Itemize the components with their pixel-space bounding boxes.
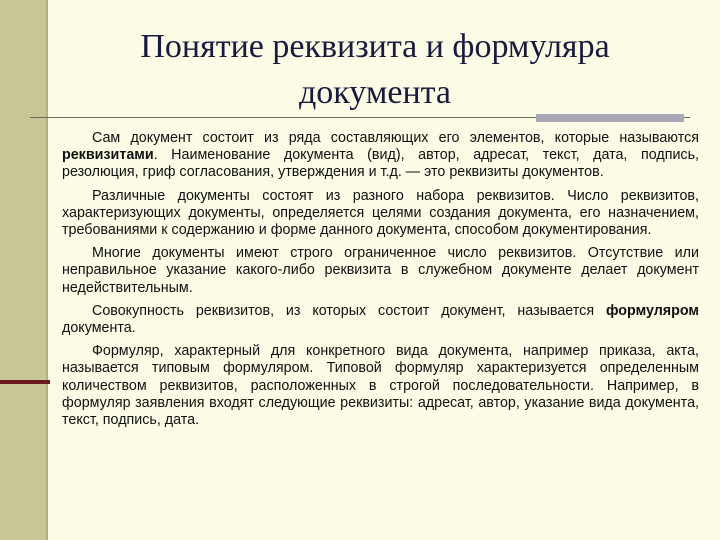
paragraph-standard-form: Формуляр, характерный для конкретного вида документа, например приказа, акта, называется типовым формуляром. Типовой формуляр характеризуется определенным количеством реквизитов, расположенных в строгой последовательности. Например, в формуляр заявления входят следующие реквизиты: адресат, автор, указание вида документа, текст, подпись, дата. [62,343,699,429]
paragraph-text: Совокупность реквизитов, из которых состоит документ, называется [92,302,606,319]
slide-title-line-1: Понятие реквизита и формуляра [140,28,610,65]
left-bar-edge-line [46,0,48,540]
left-accent-stripe [0,380,50,384]
paragraph-requisite-sets: Различные документы состоят из разного набора реквизитов. Число реквизитов, характеризующих документы, определяется целями создания документа, его назначением, требованиями к содержанию и форме данного документа, способом документирования. [62,187,699,239]
paragraph-text: . Наименование документа (вид), автор, адресат, текст, дата, подпись, резолюция, гриф согласования, утверждения и т.д. — это реквизиты документов. [62,147,699,181]
term-form: формуляром [605,302,699,319]
term-requisites: реквизитами [62,147,154,164]
left-decorative-bar [0,0,46,540]
title-divider-accent [536,114,684,122]
paragraph-form-definition [62,303,699,337]
paragraph-text: документа. [62,320,136,337]
slide-title [60,24,690,116]
paragraph-limited-requisites: Многие документы имеют строго ограниченное число реквизитов. Отсутствие или неправильное указание какого-либо реквизита в служебном документе делает документ недействительным. [62,245,699,296]
slide-title-line-2: документа [298,74,452,111]
paragraph-requisites-definition [62,130,699,182]
slide-body [62,130,699,435]
paragraph-text: Сам документ состоит из ряда составляющих его элементов, которые называются [92,130,699,146]
